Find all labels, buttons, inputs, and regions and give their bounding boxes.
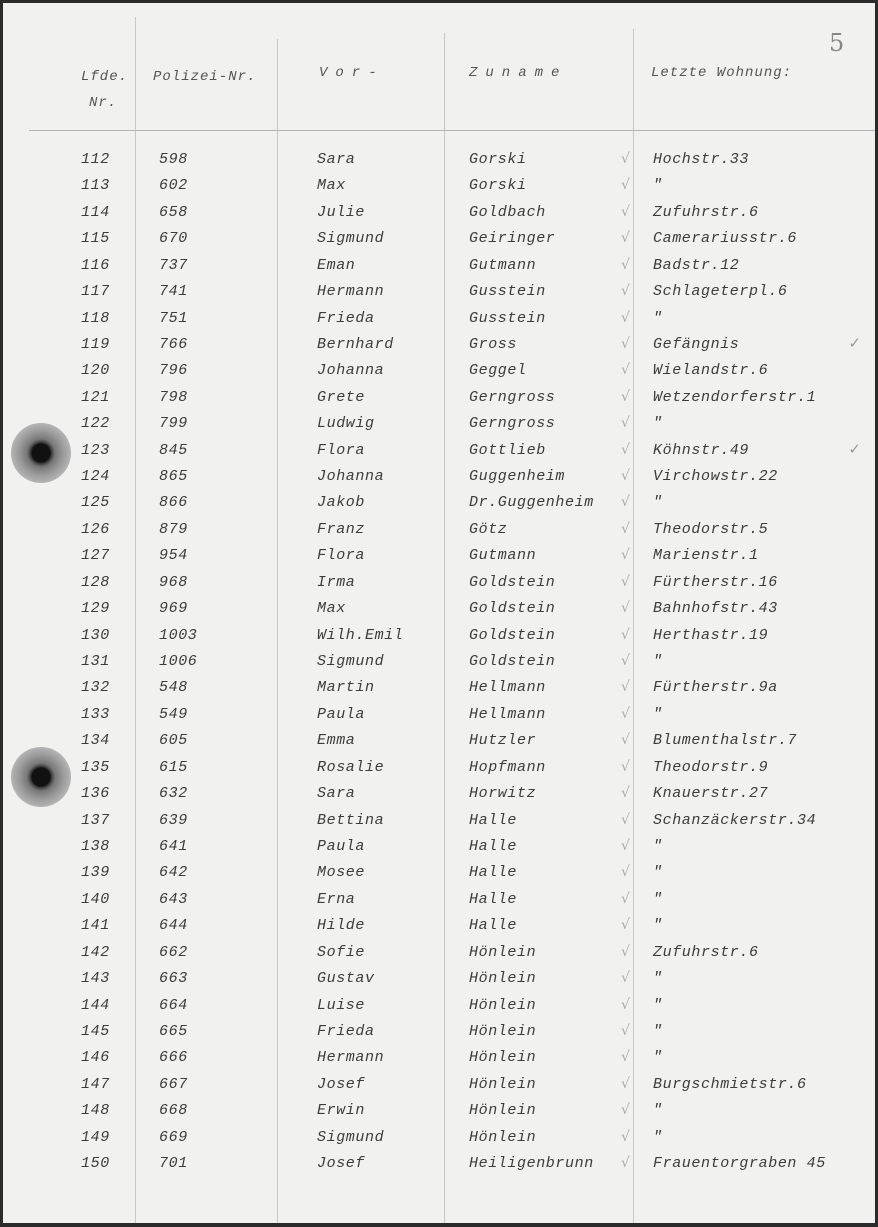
tick-mark-icon: √: [621, 441, 630, 458]
cell-vorname: Hilde: [317, 917, 366, 935]
tick-mark-icon: √: [621, 468, 630, 485]
cell-polizei-nr: 954: [159, 547, 188, 565]
cell-zuname: Gutmann: [469, 547, 537, 565]
table-row: [3, 545, 875, 571]
cell-zuname: Gusstein: [469, 309, 546, 327]
cell-zuname: Hönlein: [469, 1102, 537, 1120]
cell-polizei-nr: 549: [159, 705, 188, 723]
header-letzte-wohnung: Letzte Wohnung:: [651, 65, 793, 81]
table-row: [3, 757, 875, 783]
tick-mark-icon: √: [621, 177, 630, 194]
cell-polizei-nr: 865: [159, 468, 188, 486]
tick-mark-icon: √: [621, 203, 630, 220]
cell-vorname: Hermann: [317, 1049, 385, 1067]
cell-letzte-wohnung: Gefängnis: [653, 335, 740, 353]
cell-lfd-nr: 140: [81, 890, 110, 908]
cell-lfd-nr: 128: [81, 573, 110, 591]
table-row: [3, 308, 875, 334]
cell-zuname: Dr.Guggenheim: [469, 494, 594, 512]
cell-polizei-nr: 866: [159, 494, 188, 512]
cell-polizei-nr: 751: [159, 309, 188, 327]
cell-polizei-nr: 799: [159, 415, 188, 433]
cell-vorname: Sara: [317, 785, 356, 803]
cell-letzte-wohnung: Marienstr.1: [653, 547, 759, 565]
tick-mark-icon: √: [621, 1049, 630, 1066]
cell-polizei-nr: 1006: [159, 653, 198, 671]
cell-polizei-nr: 615: [159, 758, 188, 776]
cell-vorname: Wilh.Emil: [317, 626, 404, 644]
cell-letzte-wohnung: ": [653, 996, 663, 1014]
tick-mark-icon: √: [621, 494, 630, 511]
cell-zuname: Hopfmann: [469, 758, 546, 776]
cell-polizei-nr: 664: [159, 996, 188, 1014]
table-row: [3, 1100, 875, 1126]
tick-mark-icon: √: [621, 1128, 630, 1145]
table-row: [3, 915, 875, 941]
cell-vorname: Bettina: [317, 811, 385, 829]
cell-letzte-wohnung: ": [653, 917, 663, 935]
cell-lfd-nr: 113: [81, 177, 110, 195]
cell-polizei-nr: 969: [159, 600, 188, 618]
cell-vorname: Sara: [317, 151, 356, 168]
cell-vorname: Josef: [317, 1155, 366, 1173]
cell-letzte-wohnung: Zufuhrstr.6: [653, 943, 759, 961]
cell-lfd-nr: 133: [81, 705, 110, 723]
tick-mark-icon: √: [621, 573, 630, 590]
cell-polizei-nr: 796: [159, 362, 188, 380]
table-row: [3, 519, 875, 545]
cell-zuname: Halle: [469, 837, 518, 855]
cell-lfd-nr: 123: [81, 441, 110, 459]
cell-letzte-wohnung: ": [653, 415, 663, 433]
cell-lfd-nr: 144: [81, 996, 110, 1014]
cell-letzte-wohnung: ": [653, 864, 663, 882]
cell-zuname: Hönlein: [469, 970, 537, 988]
tick-mark-icon: √: [621, 520, 630, 537]
cell-zuname: Hönlein: [469, 943, 537, 961]
cell-lfd-nr: 125: [81, 494, 110, 512]
cell-letzte-wohnung: ": [653, 177, 663, 195]
cell-zuname: Hutzler: [469, 732, 537, 750]
cell-polizei-nr: 670: [159, 230, 188, 248]
cell-lfd-nr: 147: [81, 1075, 110, 1093]
cell-letzte-wohnung: Frauentorgraben 45: [653, 1155, 826, 1173]
cell-zuname: Gerngross: [469, 415, 556, 433]
cell-polizei-nr: 1003: [159, 626, 198, 644]
header-lfd: Lfde.: [81, 69, 129, 85]
table-row: [3, 175, 875, 201]
tick-mark-icon: √: [621, 811, 630, 828]
cell-letzte-wohnung: ": [653, 1102, 663, 1120]
cell-vorname: Hermann: [317, 283, 385, 301]
cell-zuname: Gorski: [469, 177, 527, 195]
table-row: [3, 862, 875, 888]
cell-vorname: Paula: [317, 837, 366, 855]
tick-mark-icon: √: [621, 653, 630, 670]
table-row: [3, 1047, 875, 1073]
cell-zuname: Halle: [469, 890, 518, 908]
table-row: [3, 651, 875, 677]
tick-mark-icon: √: [621, 943, 630, 960]
cell-zuname: Hönlein: [469, 1049, 537, 1067]
table-row: [3, 810, 875, 836]
header-rule: [29, 130, 875, 131]
table-row: [3, 387, 875, 413]
tick-mark-icon: √: [621, 547, 630, 564]
table-row: [3, 228, 875, 254]
cell-vorname: Eman: [317, 256, 356, 274]
tick-mark-icon: √: [621, 1155, 630, 1172]
cell-zuname: Heiligenbrunn: [469, 1155, 594, 1173]
table-row: [3, 440, 875, 466]
tick-mark-icon: √: [621, 309, 630, 326]
document-page: [3, 3, 875, 1223]
cell-zuname: Halle: [469, 811, 518, 829]
cell-lfd-nr: 142: [81, 943, 110, 961]
cell-polizei-nr: 644: [159, 917, 188, 935]
cell-letzte-wohnung: ": [653, 890, 663, 908]
tick-mark-icon: √: [621, 256, 630, 273]
cell-vorname: Bernhard: [317, 335, 394, 353]
cell-zuname: Gottlieb: [469, 441, 546, 459]
cell-letzte-wohnung: ": [653, 1128, 663, 1146]
cell-vorname: Jakob: [317, 494, 366, 512]
tick-mark-icon: √: [621, 151, 630, 167]
cell-polizei-nr: 641: [159, 837, 188, 855]
table-row: [3, 202, 875, 228]
table-row: [3, 625, 875, 651]
cell-lfd-nr: 116: [81, 256, 110, 274]
tick-mark-icon: √: [621, 679, 630, 696]
cell-vorname: Emma: [317, 732, 356, 750]
cell-letzte-wohnung: ": [653, 1049, 663, 1067]
cell-lfd-nr: 145: [81, 1022, 110, 1040]
punch-hole: [11, 423, 71, 483]
cell-polizei-nr: 701: [159, 1155, 188, 1173]
cell-lfd-nr: 148: [81, 1102, 110, 1120]
cell-lfd-nr: 137: [81, 811, 110, 829]
cell-lfd-nr: 139: [81, 864, 110, 882]
cell-lfd-nr: 143: [81, 970, 110, 988]
cell-letzte-wohnung: Schanzäckerstr.34: [653, 811, 817, 829]
cell-zuname: Halle: [469, 917, 518, 935]
cell-letzte-wohnung: Virchowstr.22: [653, 468, 778, 486]
cell-polizei-nr: 639: [159, 811, 188, 829]
cell-lfd-nr: 120: [81, 362, 110, 380]
cell-polizei-nr: 845: [159, 441, 188, 459]
cell-lfd-nr: 127: [81, 547, 110, 565]
tick-mark-icon: √: [621, 1102, 630, 1119]
cell-letzte-wohnung: Schlageterpl.6: [653, 283, 788, 301]
cell-vorname: Erwin: [317, 1102, 366, 1120]
cell-lfd-nr: 141: [81, 917, 110, 935]
tick-mark-icon: √: [621, 283, 630, 300]
table-row: [3, 783, 875, 809]
cell-polizei-nr: 643: [159, 890, 188, 908]
cell-vorname: Johanna: [317, 468, 385, 486]
cell-polizei-nr: 663: [159, 970, 188, 988]
tick-mark-icon: √: [621, 758, 630, 775]
cell-polizei-nr: 968: [159, 573, 188, 591]
table-row: [3, 281, 875, 307]
cell-polizei-nr: 737: [159, 256, 188, 274]
cell-vorname: Paula: [317, 705, 366, 723]
register-table: [3, 149, 875, 1179]
cell-zuname: Goldbach: [469, 203, 546, 221]
cell-lfd-nr: 121: [81, 388, 110, 406]
table-row: [3, 704, 875, 730]
header-polizei-nr: Polizei-Nr.: [153, 69, 257, 85]
cell-vorname: Josef: [317, 1075, 366, 1093]
cell-zuname: Götz: [469, 520, 508, 538]
tick-mark-icon: √: [621, 785, 630, 802]
tick-mark-icon: √: [621, 415, 630, 432]
table-row: [3, 466, 875, 492]
tick-mark-icon: √: [621, 917, 630, 934]
cell-vorname: Erna: [317, 890, 356, 908]
cell-vorname: Max: [317, 600, 346, 618]
cell-letzte-wohnung: Fürtherstr.9a: [653, 679, 778, 697]
cell-zuname: Geggel: [469, 362, 527, 380]
cell-polizei-nr: 669: [159, 1128, 188, 1146]
cell-zuname: Hönlein: [469, 996, 537, 1014]
cell-vorname: Gustav: [317, 970, 375, 988]
table-row: [3, 968, 875, 994]
table-row: [3, 572, 875, 598]
tick-mark-icon: √: [621, 890, 630, 907]
cell-polizei-nr: 605: [159, 732, 188, 750]
cell-vorname: Sofie: [317, 943, 366, 961]
cell-polizei-nr: 658: [159, 203, 188, 221]
cell-letzte-wohnung: ": [653, 1022, 663, 1040]
cell-letzte-wohnung: Burgschmietstr.6: [653, 1075, 807, 1093]
cell-letzte-wohnung: Knauerstr.27: [653, 785, 769, 803]
cell-letzte-wohnung: Wielandstr.6: [653, 362, 769, 380]
table-row: [3, 492, 875, 518]
cell-vorname: Sigmund: [317, 230, 385, 248]
header-zuname: Zuname: [469, 65, 568, 81]
tick-mark-icon: √: [621, 732, 630, 749]
cell-lfd-nr: 132: [81, 679, 110, 697]
cell-lfd-nr: 112: [81, 151, 110, 168]
cell-zuname: Hellmann: [469, 679, 546, 697]
tick-mark-icon: √: [621, 362, 630, 379]
cell-lfd-nr: 136: [81, 785, 110, 803]
tick-mark-icon: √: [621, 705, 630, 722]
cell-polizei-nr: 632: [159, 785, 188, 803]
cell-lfd-nr: 117: [81, 283, 110, 301]
cell-polizei-nr: 766: [159, 335, 188, 353]
cell-letzte-wohnung: Bahnhofstr.43: [653, 600, 778, 618]
table-row: [3, 1153, 875, 1179]
tick-mark-icon: √: [621, 996, 630, 1013]
cell-zuname: Geiringer: [469, 230, 556, 248]
cell-zuname: Hellmann: [469, 705, 546, 723]
cell-letzte-wohnung: Blumenthalstr.7: [653, 732, 798, 750]
cell-letzte-wohnung: ": [653, 309, 663, 327]
tick-mark-icon: √: [621, 1022, 630, 1039]
table-row: [3, 1074, 875, 1100]
cell-zuname: Goldstein: [469, 600, 556, 618]
cell-vorname: Irma: [317, 573, 356, 591]
cell-zuname: Gusstein: [469, 283, 546, 301]
cell-vorname: Flora: [317, 441, 366, 459]
tick-mark-icon: √: [621, 600, 630, 617]
table-row: [3, 413, 875, 439]
cell-polizei-nr: 598: [159, 151, 188, 168]
cell-lfd-nr: 115: [81, 230, 110, 248]
cell-vorname: Frieda: [317, 309, 375, 327]
table-row: [3, 836, 875, 862]
cell-lfd-nr: 118: [81, 309, 110, 327]
cell-lfd-nr: 122: [81, 415, 110, 433]
cell-polizei-nr: 662: [159, 943, 188, 961]
cell-lfd-nr: 131: [81, 653, 110, 671]
cell-vorname: Julie: [317, 203, 366, 221]
margin-check-icon: ✓: [848, 439, 861, 458]
punch-hole: [11, 747, 71, 807]
cell-zuname: Goldstein: [469, 573, 556, 591]
cell-polizei-nr: 879: [159, 520, 188, 538]
cell-lfd-nr: 138: [81, 837, 110, 855]
cell-zuname: Horwitz: [469, 785, 537, 803]
cell-letzte-wohnung: ": [653, 970, 663, 988]
cell-vorname: Franz: [317, 520, 366, 538]
cell-zuname: Halle: [469, 864, 518, 882]
cell-zuname: Guggenheim: [469, 468, 566, 486]
cell-vorname: Grete: [317, 388, 366, 406]
cell-polizei-nr: 602: [159, 177, 188, 195]
cell-lfd-nr: 130: [81, 626, 110, 644]
cell-lfd-nr: 114: [81, 203, 110, 221]
cell-vorname: Max: [317, 177, 346, 195]
table-row: [3, 598, 875, 624]
cell-vorname: Martin: [317, 679, 375, 697]
cell-vorname: Mosee: [317, 864, 366, 882]
cell-zuname: Hönlein: [469, 1022, 537, 1040]
cell-letzte-wohnung: ": [653, 653, 663, 671]
cell-vorname: Johanna: [317, 362, 385, 380]
cell-lfd-nr: 126: [81, 520, 110, 538]
cell-lfd-nr: 135: [81, 758, 110, 776]
cell-letzte-wohnung: Theodorstr.9: [653, 758, 769, 776]
cell-polizei-nr: 642: [159, 864, 188, 882]
cell-letzte-wohnung: Hochstr.33: [653, 151, 750, 168]
cell-vorname: Sigmund: [317, 1128, 385, 1146]
page-number: 5: [829, 29, 845, 57]
cell-letzte-wohnung: Zufuhrstr.6: [653, 203, 759, 221]
cell-lfd-nr: 150: [81, 1155, 110, 1173]
table-row: [3, 730, 875, 756]
cell-vorname: Rosalie: [317, 758, 385, 776]
cell-lfd-nr: 119: [81, 335, 110, 353]
cell-letzte-wohnung: Badstr.12: [653, 256, 740, 274]
cell-lfd-nr: 129: [81, 600, 110, 618]
cell-polizei-nr: 798: [159, 388, 188, 406]
table-row: [3, 255, 875, 281]
tick-mark-icon: √: [621, 864, 630, 881]
table-row: [3, 360, 875, 386]
cell-lfd-nr: 124: [81, 468, 110, 486]
margin-check-icon: ✓: [848, 333, 861, 352]
cell-polizei-nr: 666: [159, 1049, 188, 1067]
cell-letzte-wohnung: Camerariusstr.6: [653, 230, 798, 248]
tick-mark-icon: √: [621, 335, 630, 352]
table-row: [3, 334, 875, 360]
cell-letzte-wohnung: ": [653, 705, 663, 723]
cell-zuname: Gutmann: [469, 256, 537, 274]
cell-vorname: Luise: [317, 996, 366, 1014]
cell-zuname: Hönlein: [469, 1075, 537, 1093]
cell-letzte-wohnung: Fürtherstr.16: [653, 573, 778, 591]
header-vorname: Vor-: [319, 65, 385, 81]
cell-vorname: Frieda: [317, 1022, 375, 1040]
cell-lfd-nr: 149: [81, 1128, 110, 1146]
cell-zuname: Gorski: [469, 151, 527, 168]
cell-letzte-wohnung: Wetzendorferstr.1: [653, 388, 817, 406]
cell-letzte-wohnung: ": [653, 837, 663, 855]
table-row: [3, 149, 875, 175]
cell-letzte-wohnung: Theodorstr.5: [653, 520, 769, 538]
cell-letzte-wohnung: Herthastr.19: [653, 626, 769, 644]
cell-polizei-nr: 741: [159, 283, 188, 301]
cell-vorname: Flora: [317, 547, 366, 565]
tick-mark-icon: √: [621, 837, 630, 854]
cell-polizei-nr: 668: [159, 1102, 188, 1120]
table-row: [3, 889, 875, 915]
table-row: [3, 1127, 875, 1153]
table-row: [3, 1021, 875, 1047]
cell-letzte-wohnung: ": [653, 494, 663, 512]
tick-mark-icon: √: [621, 970, 630, 987]
cell-zuname: Goldstein: [469, 653, 556, 671]
cell-zuname: Goldstein: [469, 626, 556, 644]
cell-polizei-nr: 548: [159, 679, 188, 697]
cell-polizei-nr: 667: [159, 1075, 188, 1093]
tick-mark-icon: √: [621, 1075, 630, 1092]
header-nr: Nr.: [89, 95, 118, 111]
cell-zuname: Hönlein: [469, 1128, 537, 1146]
cell-letzte-wohnung: Köhnstr.49: [653, 441, 750, 459]
table-row: [3, 677, 875, 703]
cell-zuname: Gerngross: [469, 388, 556, 406]
cell-lfd-nr: 146: [81, 1049, 110, 1067]
cell-polizei-nr: 665: [159, 1022, 188, 1040]
cell-lfd-nr: 134: [81, 732, 110, 750]
table-row: [3, 942, 875, 968]
tick-mark-icon: √: [621, 230, 630, 247]
tick-mark-icon: √: [621, 388, 630, 405]
cell-vorname: Sigmund: [317, 653, 385, 671]
table-row: [3, 995, 875, 1021]
cell-vorname: Ludwig: [317, 415, 375, 433]
cell-zuname: Gross: [469, 335, 518, 353]
tick-mark-icon: √: [621, 626, 630, 643]
